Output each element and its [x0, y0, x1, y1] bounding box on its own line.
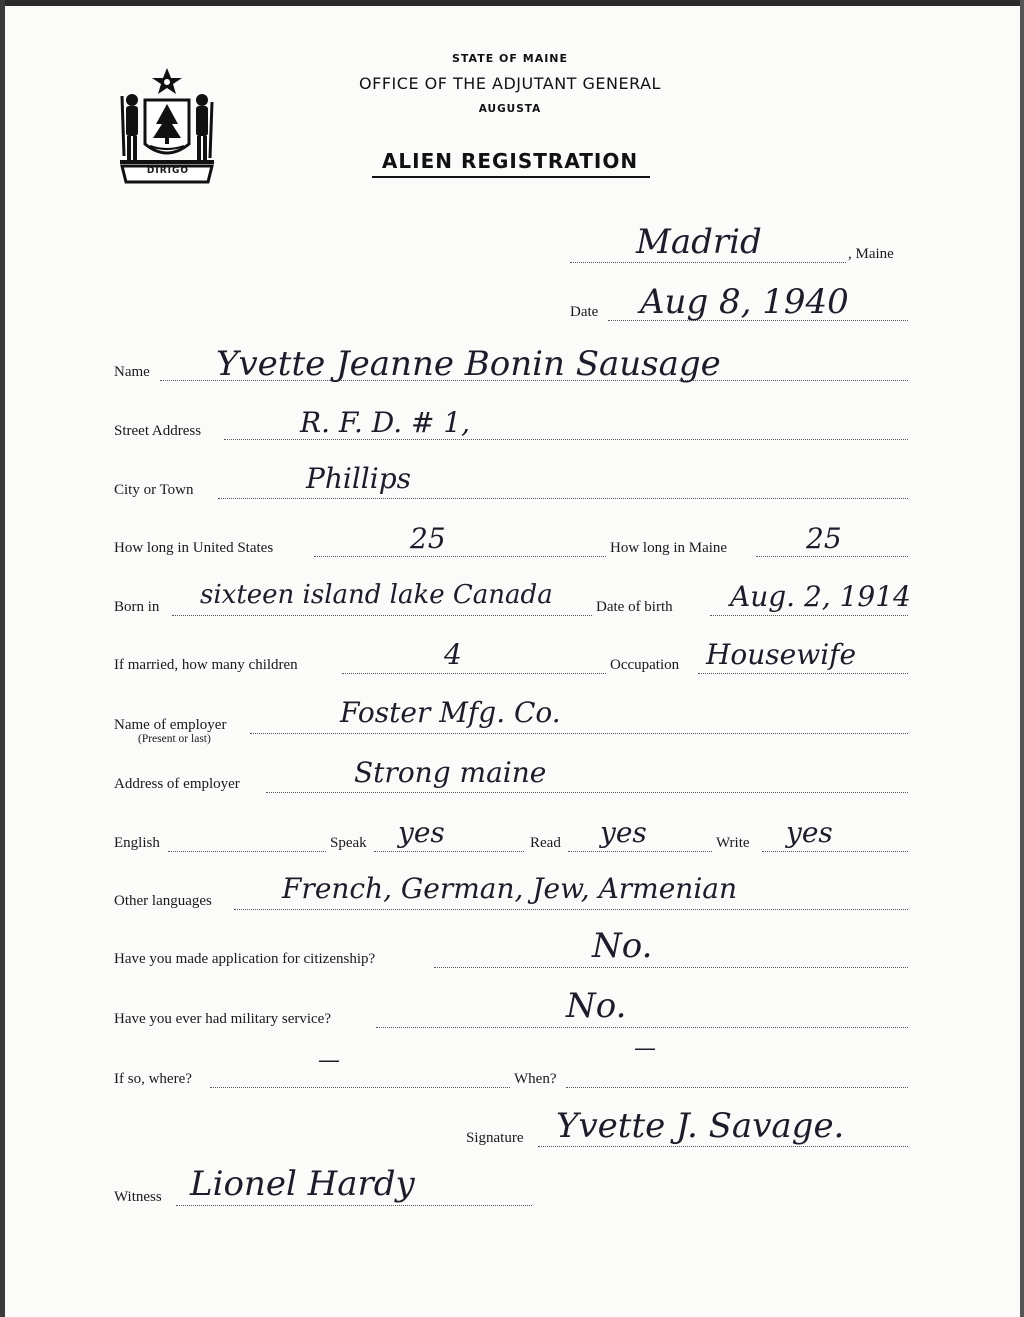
signature-value: Yvette J. Savage.	[556, 1106, 845, 1146]
date-of-birth-label: Date of birth	[596, 599, 673, 615]
name-value: Yvette Jeanne Bonin Sausage	[216, 344, 721, 384]
other-languages-label: Other languages	[114, 893, 212, 909]
other-languages-line	[234, 909, 908, 910]
born-in-value: sixteen island lake Canada	[200, 580, 553, 610]
read-value: yes	[600, 816, 647, 849]
employer-line	[250, 733, 908, 734]
city-label: City or Town	[114, 482, 194, 498]
date-of-birth-value: Aug. 2, 1914	[730, 580, 911, 613]
citizenship-value: No.	[592, 926, 653, 966]
state-heading: STATE OF MAINE	[451, 52, 569, 65]
born-in-label: Born in	[114, 599, 160, 615]
english-label: English	[114, 835, 160, 851]
scan-border-right	[1020, 0, 1024, 1317]
read-label: Read	[530, 835, 561, 851]
employer-address-line	[266, 792, 908, 793]
employer-address-label: Address of employer	[114, 776, 240, 792]
how-long-maine-line	[756, 556, 908, 557]
city-value: Phillips	[306, 462, 411, 495]
street-address-value: R. F. D. # 1,	[300, 406, 471, 439]
date-of-birth-line	[710, 615, 908, 616]
how-long-us-value: 25	[410, 522, 446, 555]
page-title: ALIEN REGISTRATION	[381, 149, 639, 173]
when-value: —	[634, 1036, 656, 1061]
speak-line	[374, 851, 524, 852]
citizenship-line	[434, 967, 908, 968]
born-in-line	[172, 615, 592, 616]
occupation-label: Occupation	[610, 657, 680, 673]
how-long-maine-label: How long in Maine	[610, 540, 728, 556]
occupation-line	[698, 673, 908, 674]
speak-label: Speak	[330, 835, 367, 851]
employer-sublabel: (Present or last)	[138, 733, 211, 745]
employer-value: Foster Mfg. Co.	[340, 696, 561, 729]
street-address-line	[224, 439, 908, 440]
if-so-where-line	[210, 1087, 510, 1088]
when-line	[566, 1087, 908, 1088]
employer-address-value: Strong maine	[354, 756, 547, 789]
street-address-label: Street Address	[114, 423, 202, 439]
signature-label: Signature	[466, 1130, 524, 1146]
town-value: Madrid	[636, 222, 762, 262]
city-heading: AUGUSTA	[478, 103, 542, 115]
name-label: Name	[114, 364, 150, 380]
office-heading: OFFICE OF THE ADJUTANT GENERAL	[359, 74, 661, 93]
signature-line	[538, 1146, 908, 1147]
if-so-where-label: If so, where?	[114, 1071, 192, 1087]
witness-line	[176, 1205, 532, 1206]
witness-label: Witness	[114, 1189, 162, 1205]
seal-motto: DIRIGO	[146, 166, 190, 176]
town-line	[570, 262, 846, 263]
english-line	[168, 851, 326, 852]
read-line	[568, 851, 712, 852]
write-value: yes	[786, 816, 833, 849]
speak-value: yes	[398, 816, 445, 849]
citizenship-label: Have you made application for citizenship?	[114, 951, 376, 967]
other-languages-value: French, German, Jew, Armenian	[282, 872, 738, 905]
scan-border-left	[0, 0, 5, 1317]
witness-value: Lionel Hardy	[190, 1164, 415, 1204]
write-label: Write	[716, 835, 750, 851]
if-so-where-value: —	[318, 1048, 340, 1073]
date-label: Date	[570, 304, 599, 320]
children-label: If married, how many children	[114, 657, 298, 673]
military-label: Have you ever had military service?	[114, 1011, 331, 1027]
children-value: 4	[444, 638, 462, 671]
when-label: When?	[514, 1071, 557, 1087]
how-long-us-label: How long in United States	[114, 540, 274, 556]
city-line	[218, 498, 908, 499]
military-line	[376, 1027, 908, 1028]
employer-label: Name of employer	[114, 717, 227, 733]
military-value: No.	[566, 986, 627, 1026]
date-value: Aug 8, 1940	[640, 282, 849, 322]
children-line	[342, 673, 606, 674]
scan-border-top	[0, 0, 1024, 6]
how-long-maine-value: 25	[806, 522, 842, 555]
how-long-us-line	[314, 556, 606, 557]
write-line	[762, 851, 908, 852]
occupation-value: Housewife	[706, 638, 857, 671]
title-underline	[372, 176, 650, 178]
town-suffix: , Maine	[848, 246, 894, 262]
